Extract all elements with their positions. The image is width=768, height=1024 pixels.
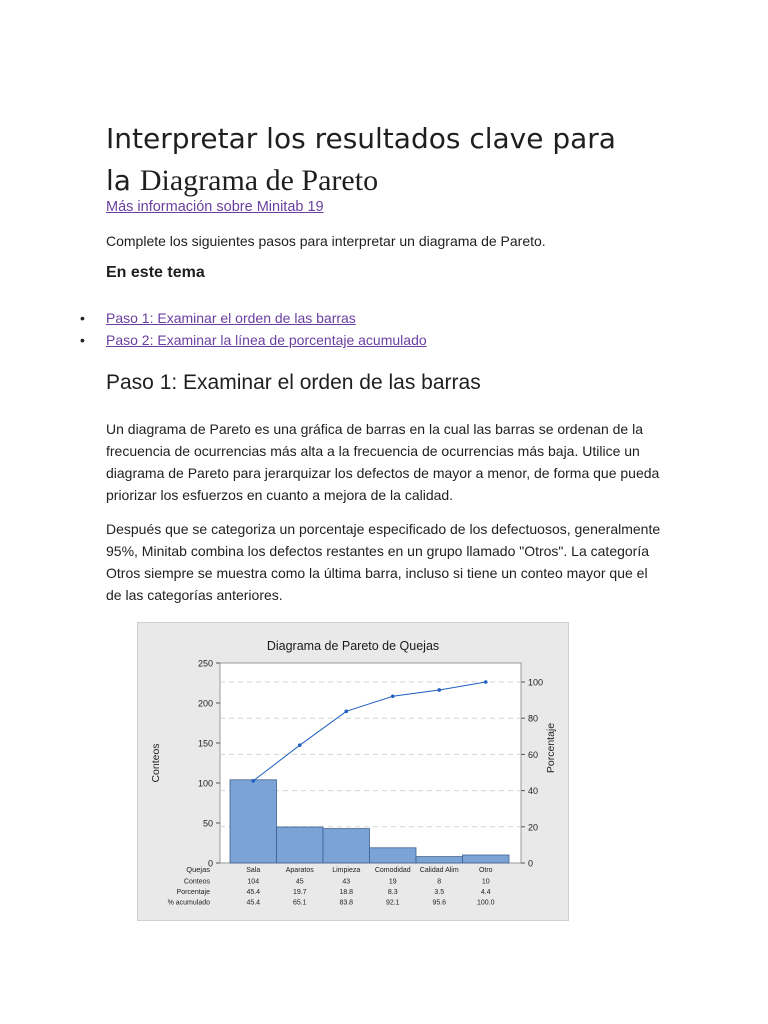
cumulative-point: [484, 680, 488, 684]
cumulative-point: [344, 710, 348, 714]
bar-sala: [230, 780, 277, 863]
table-category-header: Quejas: [186, 865, 210, 874]
page-title: [106, 118, 666, 202]
y-tick-label: 200: [197, 698, 213, 709]
y2-tick-label: 20: [528, 822, 539, 833]
title-la: la: [106, 164, 140, 197]
y-tick-label: 150: [197, 738, 213, 749]
title-line1: Interpretar los resultados clave para: [106, 122, 616, 155]
toc-heading: En este tema: [106, 264, 205, 281]
y-tick-label: 50: [202, 818, 213, 829]
table-cell: 19: [388, 878, 397, 886]
bullet-icon: •: [80, 332, 85, 348]
x-tick-label: Comodidad: [374, 867, 411, 874]
y2-tick-label: 80: [528, 713, 539, 724]
toc-item: [80, 330, 427, 352]
pareto-chart-figure: [137, 622, 569, 921]
cumulative-point: [251, 779, 255, 783]
y2-tick-label: 60: [528, 749, 539, 760]
x-tick-label: Otro: [478, 867, 493, 874]
paragraph-2: Después que se categoriza un porcentaje especificado de los defectuosos, generalmente 95%, Minitab combina los defectos restantes en un grupo llamado "Otros". La categoría Otros siempre se muestra como la última barra, incluso si tiene un conteo mayor que el de las categorías anteriores.: [106, 521, 661, 603]
cumulative-point: [391, 694, 395, 698]
paragraph-1: Un diagrama de Pareto es una gráfica de barras en la cual las barras se ordenan de la frecuencia de ocurrencias más alta a la frecuencia de ocurrencias más baja. Utilice un diagrama de Pareto para jerarquizar los defectos de mayor a menor, de forma que pueda priorizar los esfuerzos en cuanto a mejora de la calidad.: [106, 421, 660, 503]
cumulative-point: [437, 688, 441, 692]
toc-link-step1[interactable]: Paso 1: Examinar el orden de las barras: [106, 310, 356, 326]
toc-list: [80, 308, 427, 352]
more-info-link[interactable]: Más información sobre Minitab 19: [106, 199, 324, 215]
table-cell: 92.1: [385, 899, 400, 907]
table-cell: 4.4: [480, 889, 491, 896]
bar-limpieza: [323, 829, 370, 863]
table-cell: 104: [247, 878, 260, 886]
bullet-icon: •: [80, 310, 85, 326]
y2-tick-label: 0: [528, 858, 534, 869]
table-cell: 100.0: [476, 899, 495, 907]
toc-item: [80, 308, 427, 330]
table-row-label: % acumulado: [167, 899, 210, 907]
table-cell: 43: [342, 878, 351, 886]
x-tick-label: Sala: [246, 867, 261, 874]
bar-comodidad: [370, 848, 417, 863]
bar-calidad-alim: [416, 857, 463, 863]
cumulative-point: [298, 743, 302, 747]
title-serif: Diagrama de Pareto: [139, 164, 379, 197]
y-tick-label: 100: [197, 778, 213, 789]
x-tick-label: Calidad Alim: [419, 867, 459, 874]
bar-aparatos: [277, 827, 324, 863]
chart-title: Diagrama de Pareto de Quejas: [266, 639, 440, 653]
y-axis-label: Conteos: [150, 743, 162, 783]
step1-heading: Paso 1: Examinar el orden de las barras: [106, 371, 481, 394]
table-cell: 45.4: [246, 889, 261, 896]
table-cell: 65.1: [292, 899, 307, 907]
toc-link-step2[interactable]: Paso 2: Examinar la línea de porcentaje acumulado: [106, 332, 427, 348]
table-cell: 8: [437, 878, 442, 886]
table-cell: 19.7: [292, 889, 307, 896]
x-tick-label: Aparatos: [285, 867, 314, 874]
intro-text: Complete los siguientes pasos para interpretar un diagrama de Pareto.: [106, 233, 546, 249]
table-cell: 45: [295, 878, 304, 886]
y-tick-label: 0: [207, 858, 213, 869]
table-cell: 83.8: [339, 899, 354, 907]
bar-otro: [463, 855, 510, 863]
table-cell: 45.4: [246, 899, 261, 907]
table-cell: 8.3: [387, 889, 398, 896]
y2-tick-label: 40: [528, 786, 539, 797]
table-cell: 18.8: [339, 889, 354, 896]
y2-axis-label: Porcentaje: [545, 722, 557, 774]
pareto-chart: [138, 623, 568, 920]
table-row-label: Porcentaje: [176, 889, 210, 896]
table-cell: 3.5: [434, 889, 445, 896]
table-row-label: Conteos: [183, 878, 210, 886]
x-tick-label: Limpieza: [332, 867, 361, 874]
table-cell: 95.6: [432, 899, 447, 907]
y-tick-label: 250: [197, 658, 213, 669]
y2-tick-label: 100: [528, 677, 544, 688]
table-cell: 10: [481, 878, 490, 886]
